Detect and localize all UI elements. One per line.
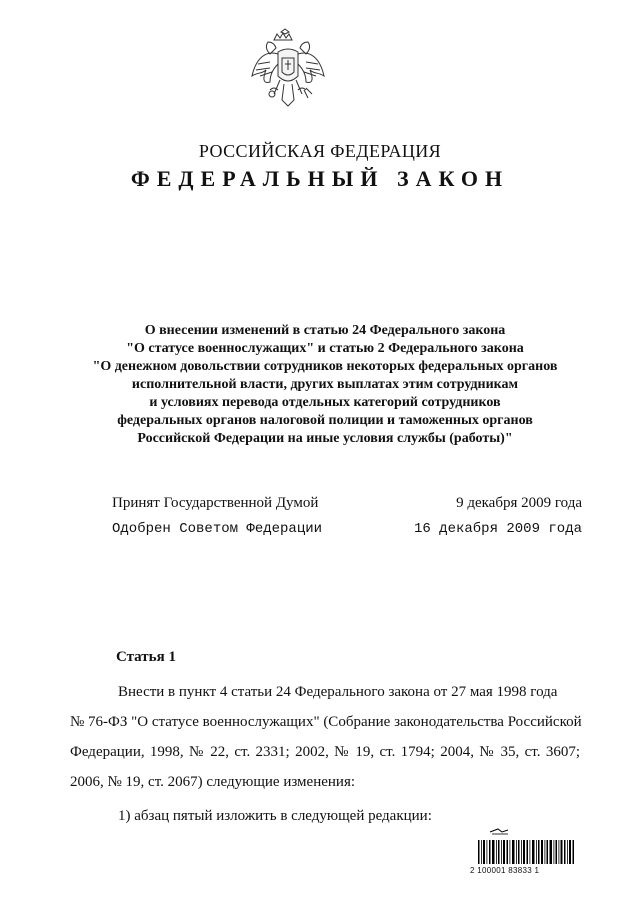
law-title-line: исполнительной власти, других выплатах этим сотрудникам (131, 377, 519, 392)
law-title-line: федеральных органов налоговой полиции и таможенных органов (117, 413, 533, 428)
article-text-line: Федерации, 1998, № 22, ст. 2331; 2002, № 19, ст. 1794; 2004, № 35, ст. 3607; (70, 744, 580, 760)
duma-adoption-row (112, 495, 582, 512)
article-heading: Статья 1 (116, 649, 176, 665)
law-title (60, 322, 590, 448)
article-text-line: № 76-ФЗ "О статусе военнослужащих" (Собрание законодательства Российской (70, 714, 582, 730)
article-text-line: Внести в пункт 4 статьи 24 Федерального закона от 27 мая 1998 года (118, 684, 558, 700)
duma-adoption-date: 9 декабря 2009 года (456, 495, 582, 511)
council-approval-row (112, 521, 582, 537)
law-title-line: О внесении изменений в статью 24 Федерального закона (144, 323, 506, 338)
barcode-number: 2 100001 83833 1 (470, 866, 540, 875)
article-text-line: 2006, № 19, ст. 2067) следующие изменения: (70, 774, 356, 790)
law-title-line: и условиях перевода отдельных категорий сотрудников (149, 395, 501, 410)
council-approval-label: Одобрен Советом Федерации (112, 521, 323, 537)
law-title-line: "О денежном довольствии сотрудников некоторых федеральных органов (92, 359, 558, 374)
law-title-line: Российской Федерации на иные условия службы (работы)" (137, 431, 513, 446)
article-item: 1) абзац пятый изложить в следующей редакции: (118, 808, 432, 824)
coat-of-arms-icon (248, 28, 328, 118)
law-type-heading: ФЕДЕРАЛЬНЫЙ ЗАКОН (130, 166, 510, 191)
country-heading: РОССИЙСКАЯ ФЕДЕРАЦИЯ (198, 141, 442, 161)
duma-adoption-label: Принят Государственной Думой (112, 495, 319, 511)
council-approval-date: 16 декабря 2009 года (413, 521, 582, 537)
law-title-line: "О статусе военнослужащих" и статью 2 Федерального закона (126, 341, 524, 356)
